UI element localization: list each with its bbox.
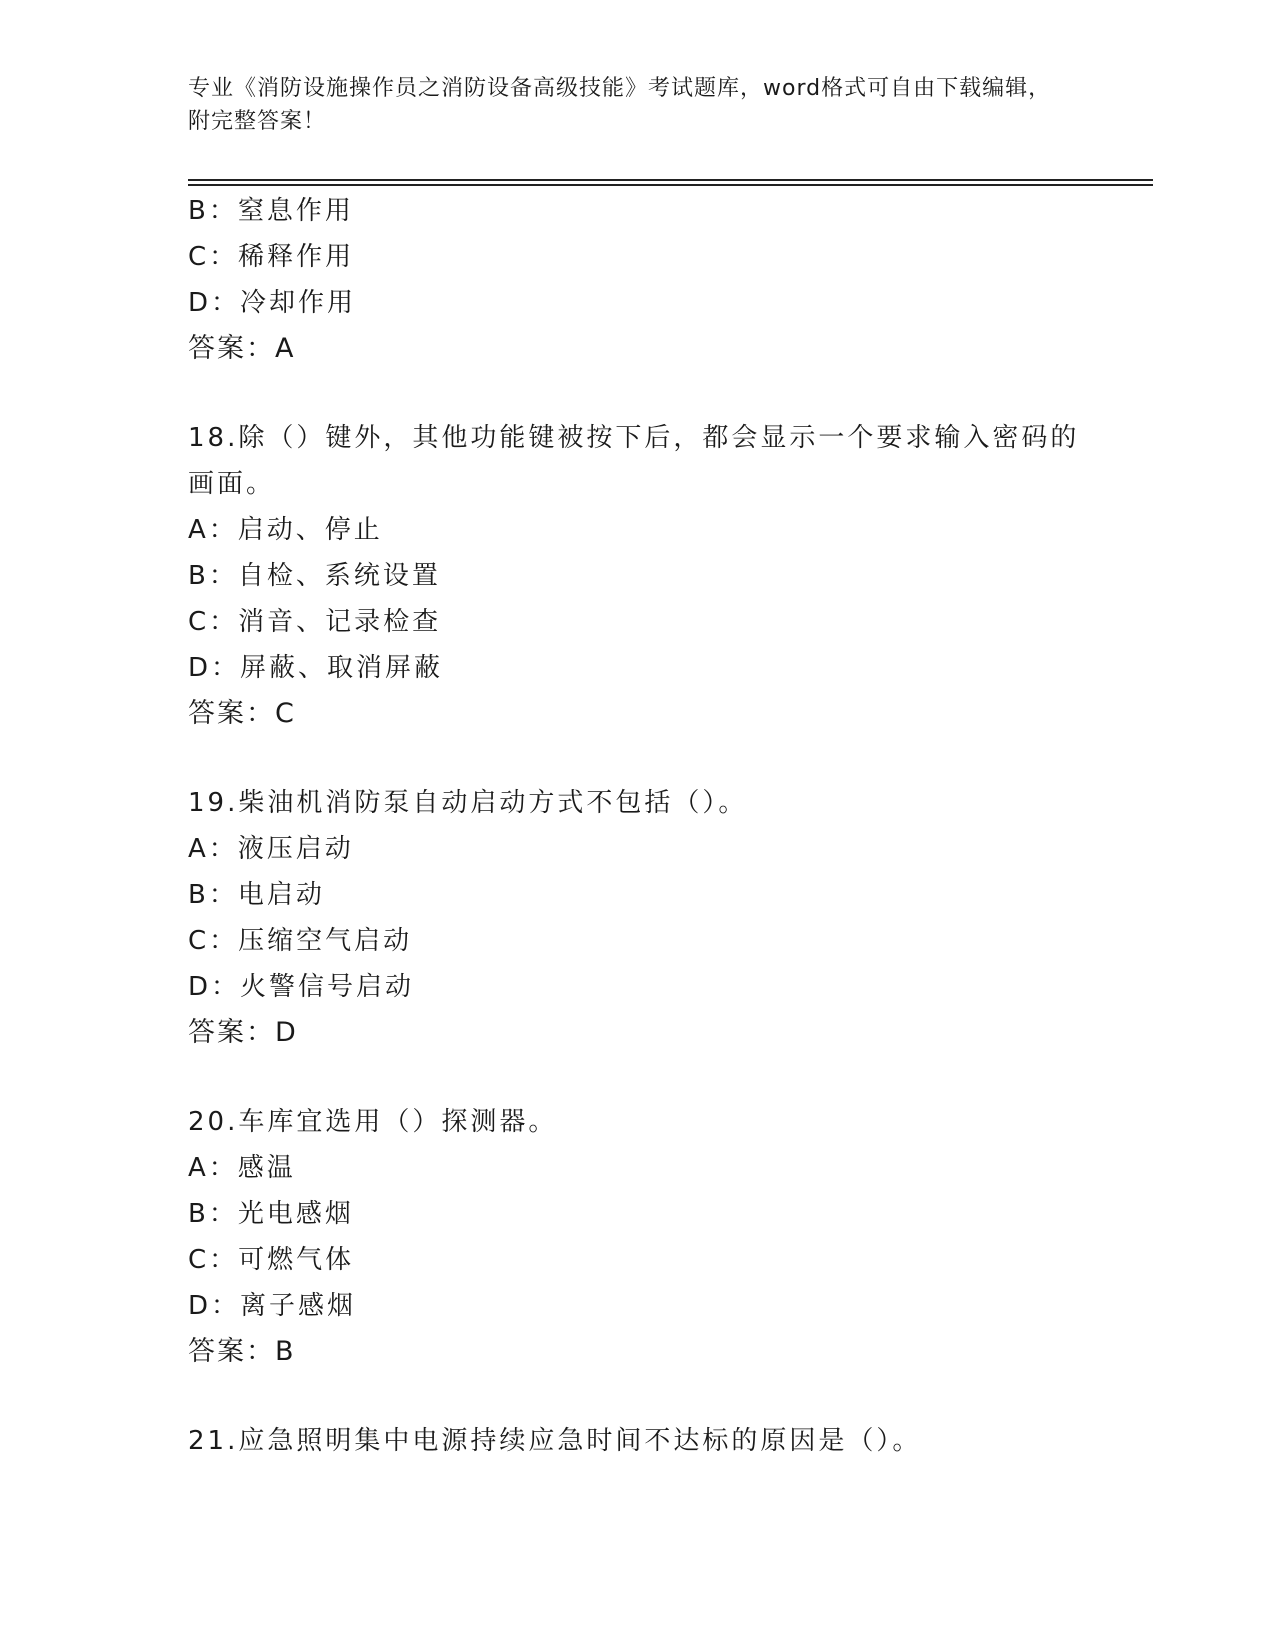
option-c: C：可燃气体	[188, 1245, 355, 1275]
option-a: A：液压启动	[188, 834, 354, 864]
header-rule-top	[188, 179, 1153, 181]
option-d: D：离子感烟	[188, 1291, 357, 1321]
question-block-20	[188, 1099, 1088, 1375]
option-c: C：稀释作用	[188, 242, 355, 272]
option-b: B：电启动	[188, 880, 325, 910]
answer-line: 答案：C	[188, 698, 296, 729]
document-header: 专业《消防设施操作员之消防设备高级技能》考试题库，word格式可自由下载编辑，附完整答案！	[188, 76, 1052, 134]
option-d: D：火警信号启动	[188, 972, 415, 1002]
question-stem: 19.柴油机消防泵自动启动方式不包括（）。	[188, 788, 748, 818]
question-list	[188, 188, 1088, 1464]
option-a: A：启动、停止	[188, 515, 383, 545]
header-rule-bottom	[188, 184, 1153, 186]
question-stem: 20.车库宜选用（）探测器。	[188, 1107, 558, 1137]
option-b: B：自检、系统设置	[188, 561, 441, 591]
option-b: B：窒息作用	[188, 196, 354, 226]
question-block-21	[188, 1418, 1088, 1464]
option-d: D：冷却作用	[188, 288, 357, 318]
answer-line: 答案：D	[188, 1017, 298, 1048]
option-a: A：感温	[188, 1153, 296, 1183]
question-stem: 18.除（）键外，其他功能键被按下后，都会显示一个要求输入密码的画面。	[188, 423, 1080, 499]
option-c: C：压缩空气启动	[188, 926, 413, 956]
option-b: B：光电感烟	[188, 1199, 354, 1229]
answer-line: 答案：B	[188, 1336, 296, 1367]
answer-line: 答案：A	[188, 333, 296, 364]
option-d: D：屏蔽、取消屏蔽	[188, 653, 444, 683]
option-c: C：消音、记录检查	[188, 607, 442, 637]
question-stem: 21.应急照明集中电源持续应急时间不达标的原因是（）。	[188, 1426, 922, 1456]
question-block-18	[188, 415, 1088, 737]
question-block-19	[188, 780, 1088, 1056]
question-block-17	[188, 188, 1088, 372]
